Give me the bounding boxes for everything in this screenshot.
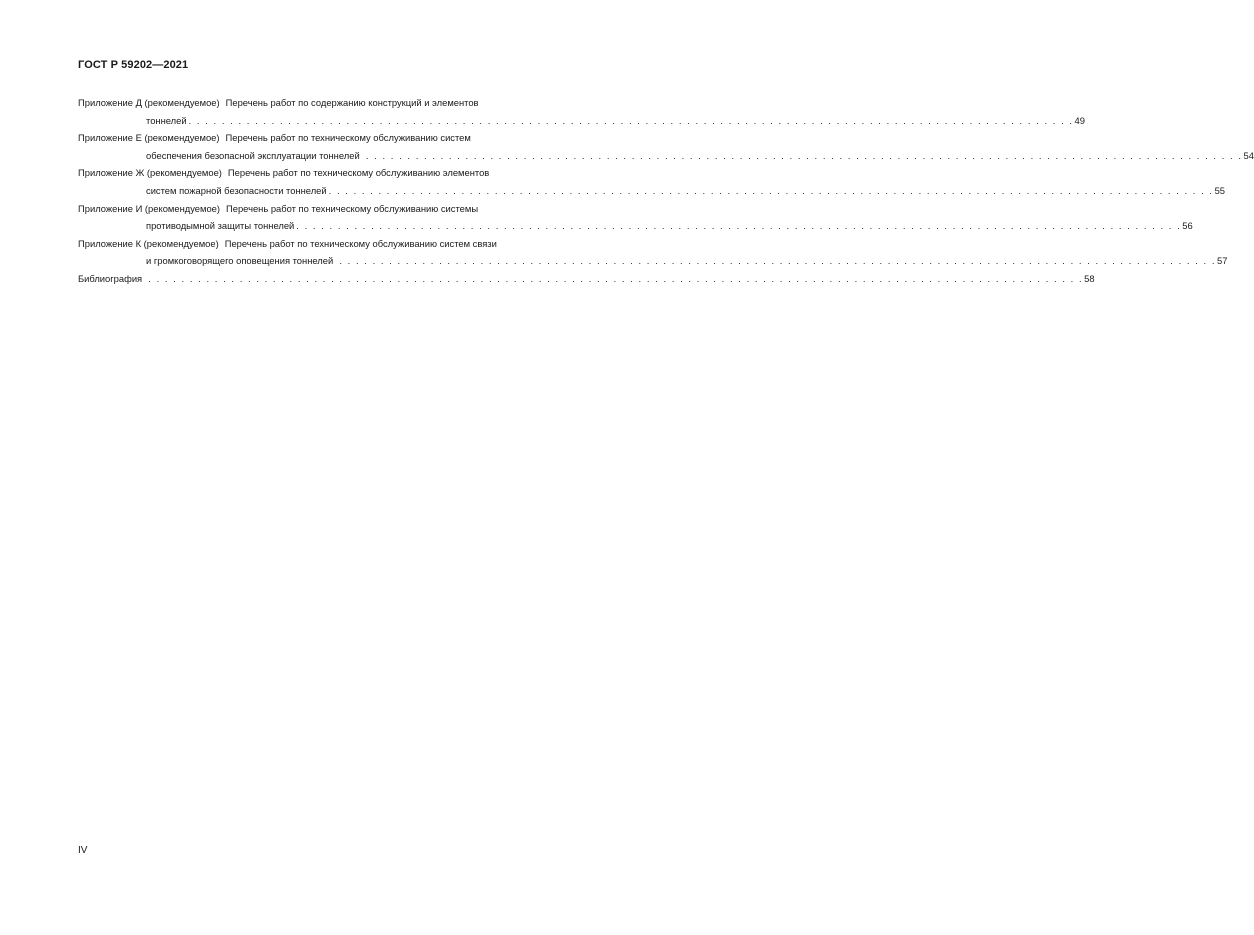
dot-leader: . . . . . . . . . . . . . . . . . . . . . . . . . . . . . . . . . . . . . . . . . . . . . . . . . . . . . . . . . . . . . . . . . . . . . . . . . . . . . . . . . . . . . . . . . . . . . . . . . . . . . . . . . . . . . . . . .: [144, 272, 1084, 284]
appendix-label: Приложение К (рекомендуемое): [78, 237, 219, 249]
toc-entry-first-line: [78, 200, 615, 218]
page-number: 55: [1214, 184, 1226, 196]
toc-entry-appendix-d[interactable]: [78, 94, 1085, 129]
appendix-title-continued: противодымной защиты тоннелей: [146, 220, 295, 232]
appendix-title-continued: систем пожарной безопасности тоннелей: [146, 184, 327, 196]
table-of-contents: [78, 94, 1254, 288]
toc-entry-second-line: [146, 112, 1085, 130]
toc-entry-bibliography[interactable]: [78, 270, 1095, 288]
appendix-title: Перечень работ по техническому обслуживанию элементов: [227, 167, 490, 179]
toc-entry-appendix-e[interactable]: [78, 129, 1254, 164]
appendix-label: Приложение Д (рекомендуемое): [78, 97, 220, 108]
bibliography-label: Библиография: [78, 272, 143, 284]
appendix-title: Перечень работ по техническому обслуживанию системы: [226, 202, 479, 214]
toc-entry-second-line: [146, 182, 1226, 200]
toc-entry-appendix-k[interactable]: [78, 235, 1228, 270]
toc-entry-appendix-zh[interactable]: [78, 164, 1226, 199]
toc-entry-appendix-i[interactable]: [78, 200, 1193, 235]
page-number: 56: [1182, 220, 1193, 232]
appendix-label: Приложение Ж (рекомендуемое): [78, 167, 222, 179]
appendix-title: Перечень работ по техническому обслуживанию систем: [225, 132, 471, 144]
appendix-title-continued: и громкоговорящего оповещения тоннелей: [146, 255, 334, 267]
dot-leader: . . . . . . . . . . . . . . . . . . . . . . . . . . . . . . . . . . . . . . . . . . . . . . . . . . . . . . . . . . . . . . . . . . . . . . . . . . . . . . . . . . . . . . . . . . . . . . . . . . . . . . . . . . .: [296, 220, 1182, 232]
appendix-title-continued: обеспечения безопасной эксплуатации тоннелей: [146, 149, 360, 161]
appendix-title-continued: тоннелей: [146, 114, 187, 126]
appendix-label: Приложение Е (рекомендуемое): [78, 132, 220, 144]
toc-entry-first-line: [78, 94, 615, 112]
toc-entry-line: [78, 270, 1095, 288]
toc-entry-second-line: [146, 217, 1193, 235]
dot-leader: . . . . . . . . . . . . . . . . . . . . . . . . . . . . . . . . . . . . . . . . . . . . . . . . . . . . . . . . . . . . . . . . . . . . . . . . . . . . . . . . . . . . . . . . . . . . . . . . . . . . . . . . . . .: [328, 184, 1214, 196]
dot-leader: . . . . . . . . . . . . . . . . . . . . . . . . . . . . . . . . . . . . . . . . . . . . . . . . . . . . . . . . . . . . . . . . . . . . . . . . . . . . . . . . . . . . . . . . . . . . . . . . . . . . . . . . . .: [361, 149, 1243, 161]
toc-entry-first-line: [78, 235, 615, 253]
toc-entry-first-line: [78, 164, 615, 182]
document-header: ГОСТ Р 59202—2021: [78, 59, 189, 71]
page-footer-number: IV: [78, 845, 88, 856]
toc-entry-second-line: [146, 252, 1228, 270]
dot-leader: . . . . . . . . . . . . . . . . . . . . . . . . . . . . . . . . . . . . . . . . . . . . . . . . . . . . . . . . . . . . . . . . . . . . . . . . . . . . . . . . . . . . . . . . . . . . . . . . . . . . . . . . . . .: [188, 114, 1074, 126]
page-number: 54: [1243, 149, 1254, 161]
page-number: 57: [1217, 255, 1228, 267]
appendix-label: Приложение И (рекомендуемое): [78, 202, 221, 214]
page-number: 49: [1074, 114, 1085, 126]
page-number: 58: [1084, 272, 1095, 284]
appendix-title: Перечень работ по содержанию конструкций и элементов: [225, 97, 479, 108]
appendix-title: Перечень работ по техническому обслуживанию систем связи: [224, 237, 497, 249]
toc-entry-second-line: [146, 147, 1254, 165]
dot-leader: . . . . . . . . . . . . . . . . . . . . . . . . . . . . . . . . . . . . . . . . . . . . . . . . . . . . . . . . . . . . . . . . . . . . . . . . . . . . . . . . . . . . . . . . . . . . . . . . . . . . . . . . . .: [335, 255, 1216, 267]
toc-entry-first-line: [78, 129, 615, 147]
